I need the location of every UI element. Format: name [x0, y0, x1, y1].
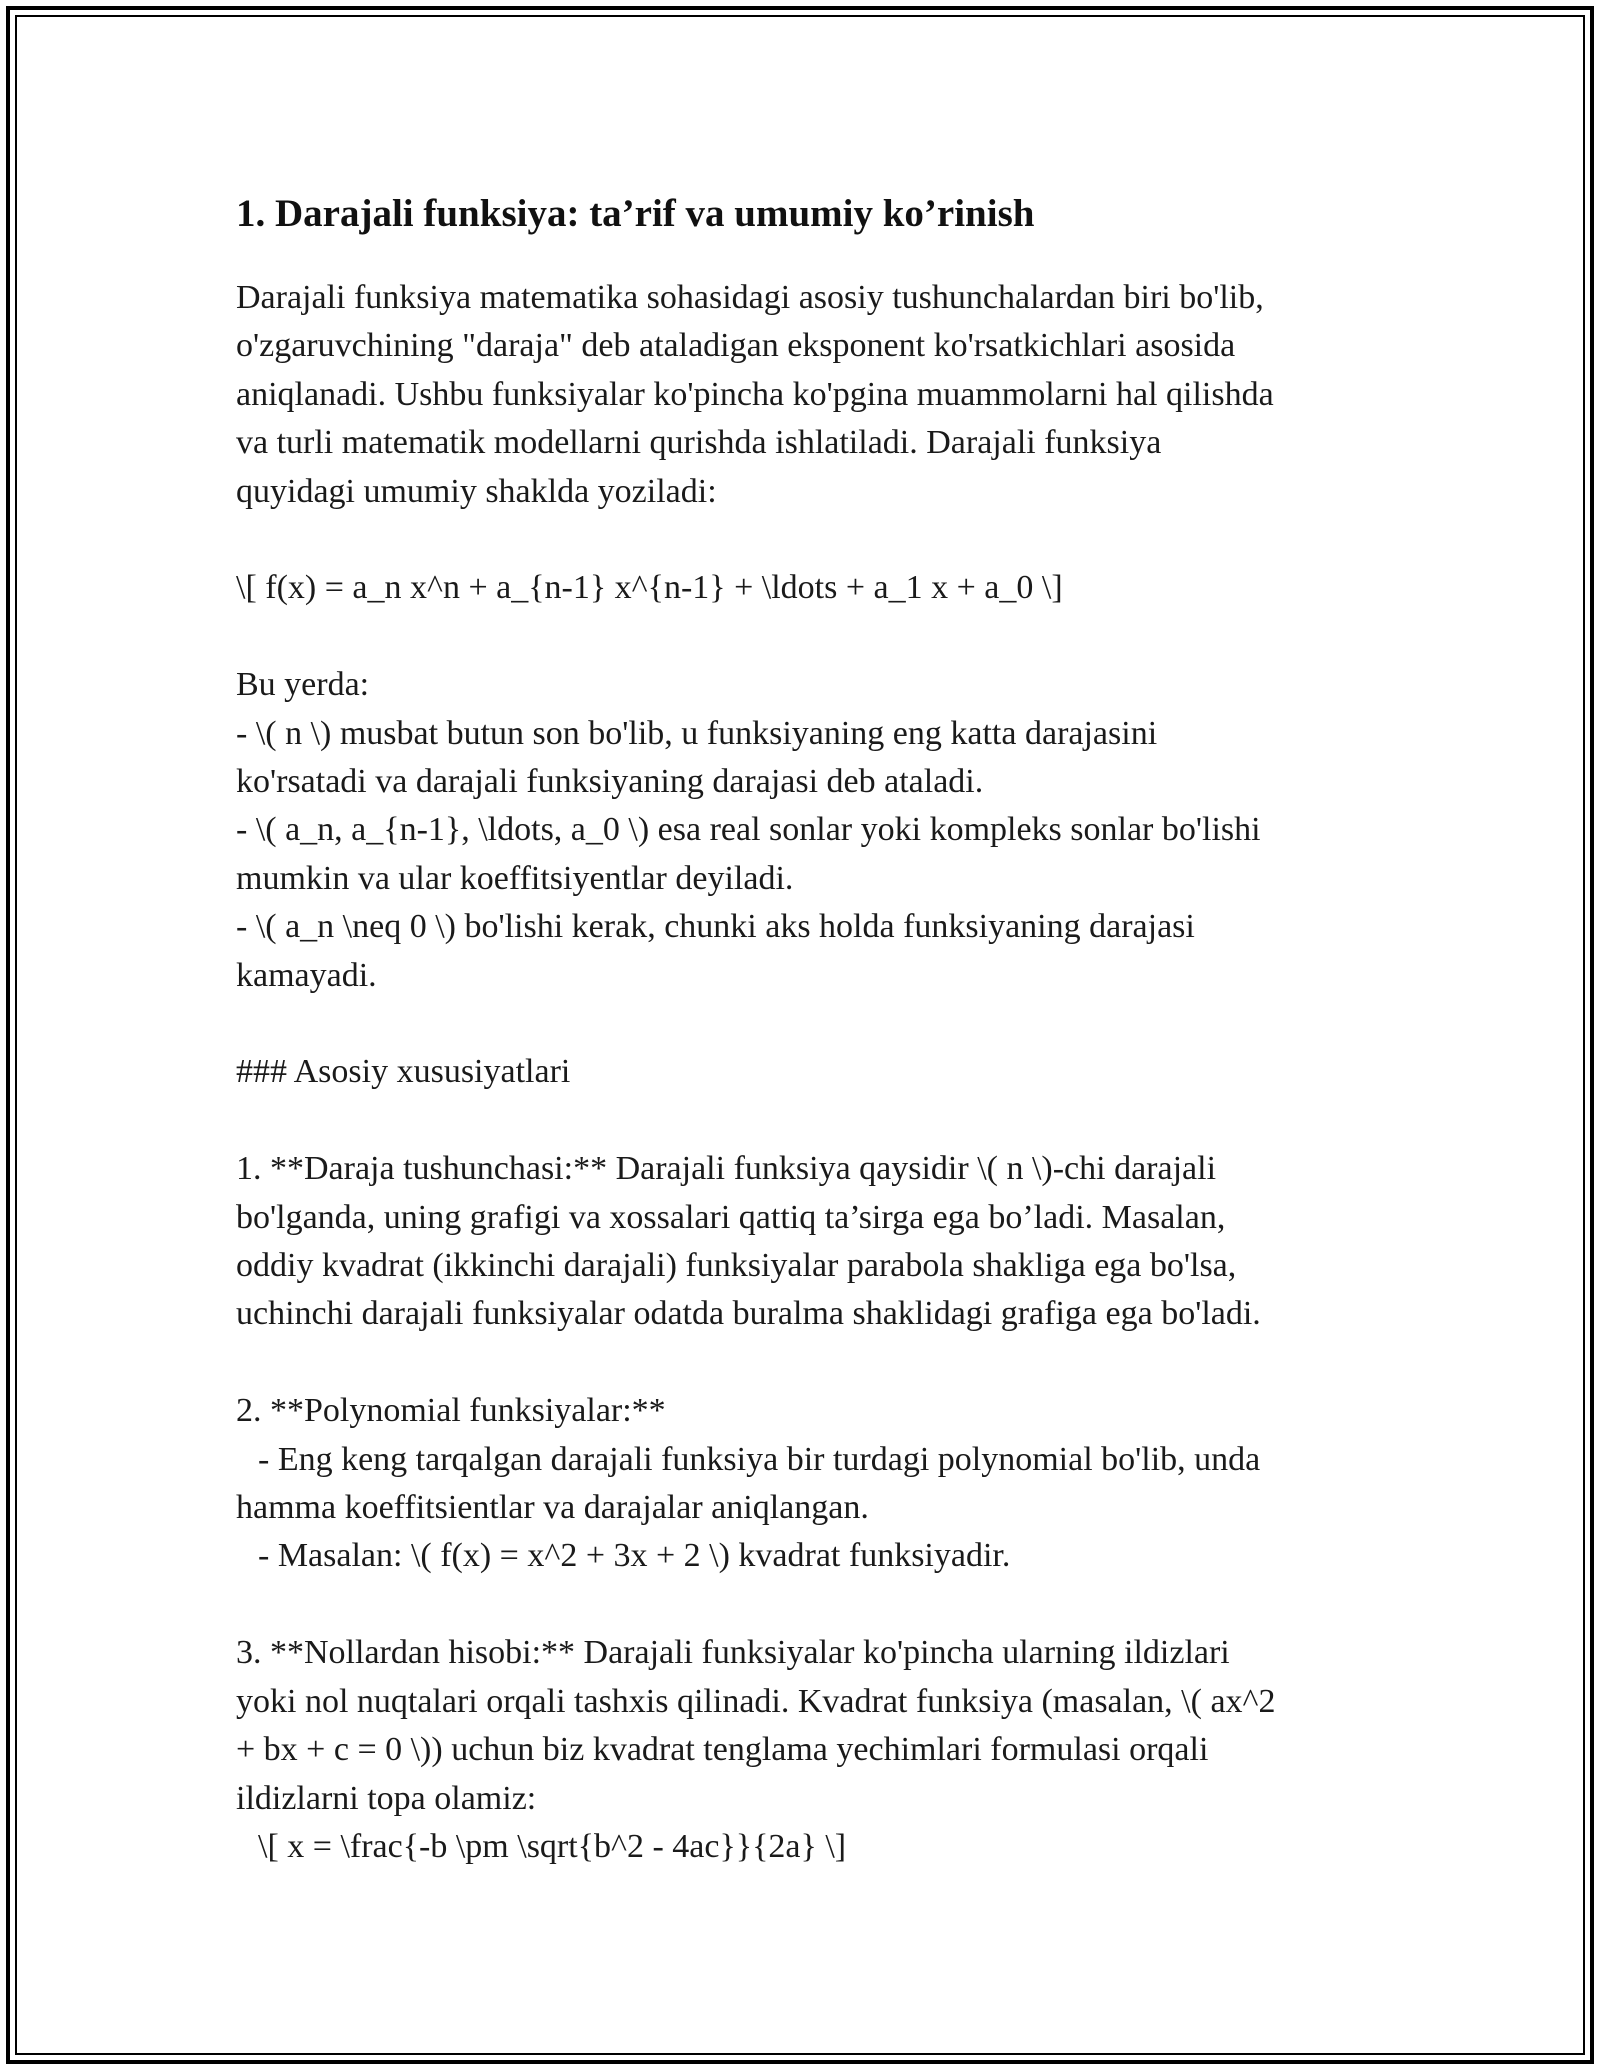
spacer	[236, 1581, 1376, 1629]
spacer	[236, 1339, 1376, 1387]
spacer	[236, 1097, 1376, 1145]
property-item-2-line-1: - Eng keng tarqalgan darajali funksiya bir turdagi polynomial bo'lib, unda	[258, 1440, 1261, 1478]
subheading: ### Asosiy xususiyatlari	[236, 1053, 571, 1091]
property-item-2-line-2: hamma koeffitsientlar va darajalar aniqlangan.	[236, 1489, 869, 1527]
intro-paragraph: Darajali funksiya matematika sohasidagi asosiy tushunchalardan biri bo'lib, o'zgaruvchining "daraja" deb ataladigan eksponent ko'rsatkichlari asosida aniqlanadi. Ushbu funksiyalar ko'pincha ko'pgina muammolarni hal qilishda va turli matematik modellarni qurishda ishlatiladi. Darajali funksiya quyidagi umumiy shaklda yoziladi:	[236, 279, 1274, 510]
spacer	[236, 613, 1376, 661]
spacer	[236, 516, 1376, 564]
general-formula: \[ f(x) = a_n x^n + a_{n-1} x^{n-1} + \ldots + a_1 x + a_0 \]	[236, 569, 1063, 607]
property-item-2-example: - Masalan: \( f(x) = x^2 + 3x + 2 \) kvadrat funksiyadir.	[258, 1537, 1011, 1575]
document-body	[236, 188, 1376, 1871]
property-item-1: 1. **Daraja tushunchasi:** Darajali funksiya qaysidir \( n \)-chi darajali bo'lganda, uning grafigi va xossalari qattiq ta’sirga ega bo’ladi. Masalan, oddiy kvadrat (ikkinchi darajali) funksiyalar parabola shakliga ega bo'lsa, uchinchi darajali funksiyalar odatda buralma shaklidagi grafiga ega bo'ladi.	[236, 1150, 1261, 1333]
section-heading: 1. Darajali funksiya: ta’rif va umumiy ko’rinish	[236, 192, 1035, 235]
spacer	[236, 1000, 1376, 1048]
definitions-list: Bu yerda: - \( n \) musbat butun son bo'lib, u funksiyaning eng katta darajasini ko'rsatadi va darajali funksiyaning darajasi deb ataladi. - \( a_n, a_{n-1}, \ldots, a_0 \) esa real sonlar yoki kompleks sonlar bo'lishi mumkin va ular koeffitsiyentlar deyiladi. - \( a_n \neq 0 \) bo'lishi kerak, chunki aks holda funksiyaning darajasi kamayadi.	[236, 666, 1261, 994]
property-item-3: 3. **Nollardan hisobi:** Darajali funksiyalar ko'pincha ularning ildizlari yoki nol nuqtalari orqali tashxis qilinadi. Kvadrat funksiya (masalan, \( ax^2 + bx + c = 0 \)) uchun biz kvadrat tenglama yechimlari formulasi orqali ildizlarni topa olamiz:	[236, 1634, 1276, 1817]
quadratic-formula: \[ x = \frac{-b \pm \sqrt{b^2 - 4ac}}{2a} \]	[258, 1827, 847, 1865]
property-item-2-title: 2. **Polynomial funksiyalar:**	[236, 1392, 666, 1430]
